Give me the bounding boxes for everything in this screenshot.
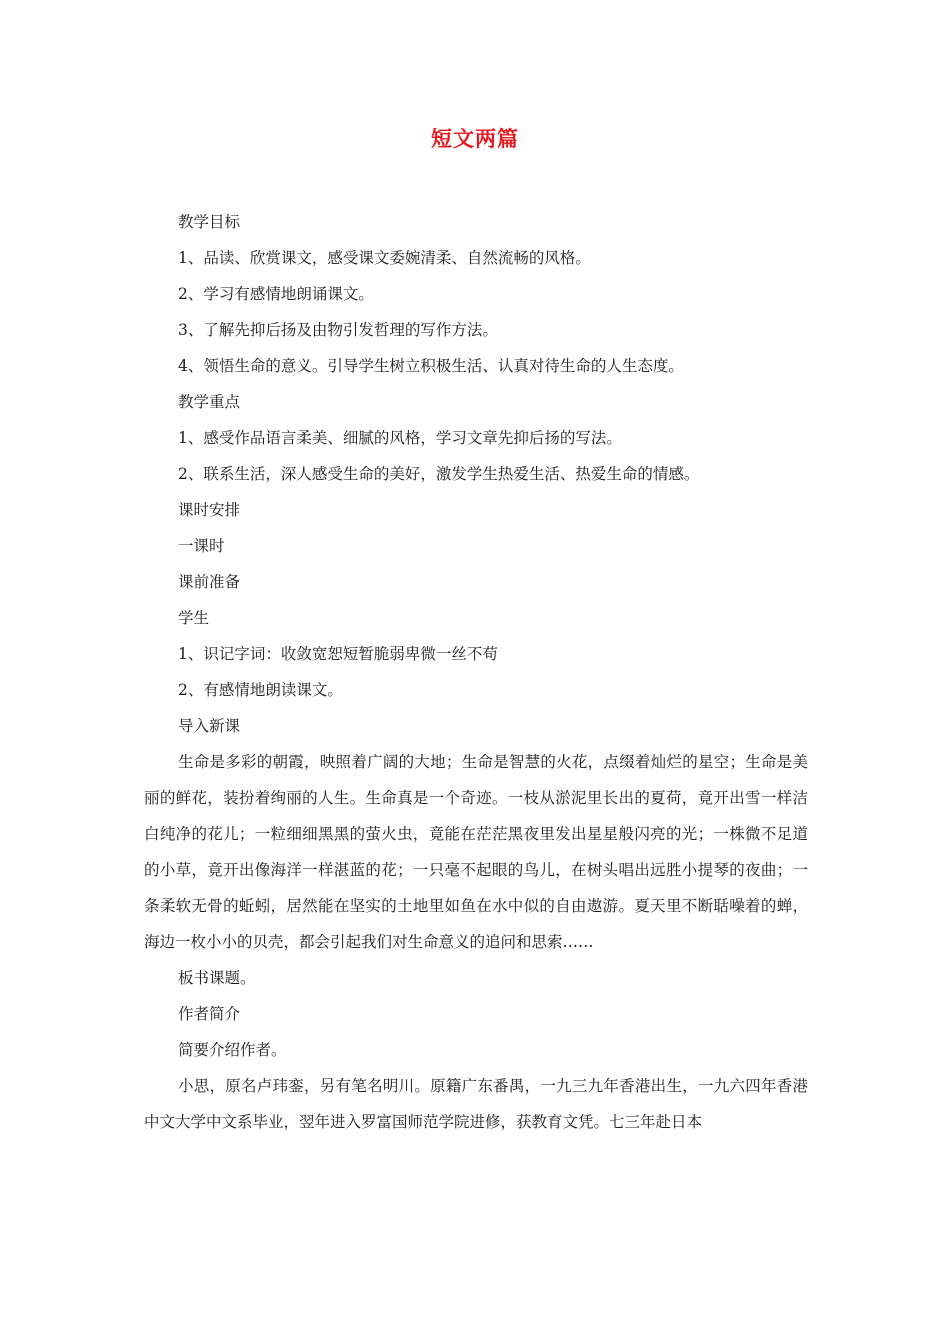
author-paragraph: 小思，原名卢玮銮，另有笔名明川。原籍广东番禺，一九三九年香港出生，一九六四年香港中文大学中文系毕业，翌年进入罗富国师范学院进修，获教育文凭。七三年赴日本 — [144, 1077, 808, 1131]
board-title-line: 板书课题。 — [178, 969, 256, 987]
goal-item-3: 3、了解先抑后扬及由物引发哲理的写作方法。 — [178, 321, 498, 339]
preparation-students: 学生 — [178, 609, 210, 627]
focus-item-1: 1、感受作品语言柔美、细腻的风格，学习文章先抑后扬的写法。 — [178, 429, 622, 447]
goal-item-4: 4、领悟生命的意义。引导学生树立积极生活、认真对待生命的人生态度。 — [178, 357, 684, 375]
focus-item-2: 2、联系生活，深人感受生命的美好，激发学生热爱生活、热爱生命的情感。 — [178, 465, 700, 483]
preparation-item-1: 1、识记字词：收敛宽恕短暂脆弱卑微一丝不苟 — [178, 645, 498, 663]
schedule-value: 一课时 — [178, 537, 225, 555]
heading-teaching-goals: 教学目标 — [178, 213, 241, 231]
intro-paragraph: 生命是多彩的朝霞，映照着广阔的大地；生命是智慧的火花，点缀着灿烂的星空；生命是美丽的鲜花，装扮着绚丽的人生。生命真是一个奇迹。一枝从淤泥里长出的夏荷，竟开出雪一样洁白纯净的花儿；一粒细细黑黑的萤火虫，竟能在茫茫黑夜里发出星星般闪亮的光；一株微不足道的小草，竟开出像海洋一样湛蓝的花；一只毫不起眼的鸟儿，在树头唱出远胜小提琴的夜曲；一条柔软无骨的蚯蚓，居然能在坚实的土地里如鱼在水中似的自由遨游。夏天里不断聒噪着的蝉，海边一枚小小的贝壳，都会引起我们对生命意义的追问和思索…… — [144, 753, 808, 951]
goal-item-2: 2、学习有感情地朗诵课文。 — [178, 285, 374, 303]
preparation-item-2: 2、有感情地朗读课文。 — [178, 681, 343, 699]
goal-item-1: 1、品读、欣赏课文，感受课文委婉清柔、自然流畅的风格。 — [178, 249, 591, 267]
heading-author-intro: 作者简介 — [178, 1005, 241, 1023]
heading-preparation: 课前准备 — [178, 573, 241, 591]
author-intro-instruction: 简要介绍作者。 — [178, 1041, 287, 1059]
heading-introduction: 导入新课 — [178, 717, 241, 735]
heading-teaching-focus: 教学重点 — [178, 393, 241, 411]
document-title: 短文两篇 — [431, 127, 519, 151]
document-body — [144, 210, 808, 1146]
heading-schedule: 课时安排 — [178, 501, 241, 519]
